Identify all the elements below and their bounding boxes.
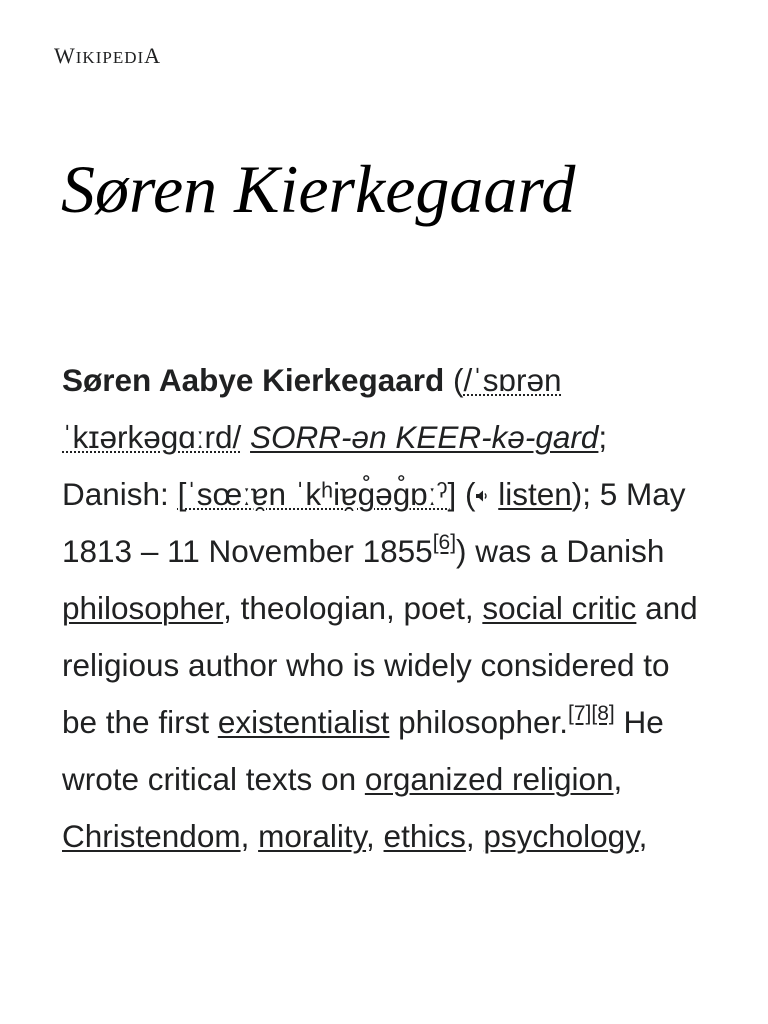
lead-text: ); 5 May 1813 – 11 November 1855 xyxy=(62,476,686,569)
christendom-link[interactable]: Christendom xyxy=(62,818,241,854)
danish-label: Danish: xyxy=(62,476,178,512)
lead-text: , xyxy=(240,818,259,854)
lead-text: ( xyxy=(456,476,476,512)
reference-7[interactable]: [7] xyxy=(568,702,592,725)
lead-text: ) was a Danish xyxy=(456,533,665,569)
existentialist-link[interactable]: existentialist xyxy=(217,704,390,740)
speaker-icon[interactable] xyxy=(475,489,489,503)
organized-religion-link[interactable]: organized religion xyxy=(364,761,614,797)
lead-text: , xyxy=(613,761,623,797)
reference-6[interactable]: [6] xyxy=(432,531,457,554)
lead-text: ( xyxy=(444,362,464,398)
ipa-danish-link[interactable]: [ˈsœːɐ̯n ˈkʰiɐ̯ɡ̊əɡ̊ɒːˀ] xyxy=(177,476,457,512)
social-critic-link[interactable]: social critic xyxy=(482,590,637,626)
morality-link[interactable]: morality xyxy=(258,818,367,854)
lead-text: , theologian, poet, xyxy=(223,590,483,626)
lead-text: , xyxy=(638,818,648,854)
wikipedia-logo[interactable] xyxy=(54,40,161,74)
logo-letter-w: W xyxy=(54,43,76,68)
lead-text: and religious author who is widely considered to be the first xyxy=(62,590,698,740)
respelling-link[interactable]: SORR-ən KEER-kə-gard xyxy=(250,419,599,455)
philosopher-link[interactable]: philosopher xyxy=(62,590,224,626)
page-title: Søren Kierkegaard xyxy=(61,151,576,227)
logo-letters-middle: IKIPEDI xyxy=(75,48,145,67)
lead-paragraph xyxy=(62,352,712,865)
subject-name: Søren Aabye Kierkegaard xyxy=(62,362,445,398)
lead-text: , xyxy=(366,818,384,854)
ipa-english-part-2: ˈkɪərkəɡɑːrd/ xyxy=(62,419,242,455)
lead-text: ; xyxy=(598,419,608,455)
ipa-english-part-1: /ˈsɒrən xyxy=(463,362,562,398)
logo-letter-a: A xyxy=(144,43,162,68)
lead-text xyxy=(241,419,250,455)
psychology-link[interactable]: psychology xyxy=(483,818,639,854)
lead-text: , xyxy=(465,818,484,854)
ethics-link[interactable]: ethics xyxy=(383,818,466,854)
lead-text: He wrote critical texts on xyxy=(62,704,664,797)
listen-link[interactable]: listen xyxy=(498,476,572,512)
lead-text: philosopher. xyxy=(389,704,569,740)
reference-8[interactable]: [8] xyxy=(591,702,615,725)
